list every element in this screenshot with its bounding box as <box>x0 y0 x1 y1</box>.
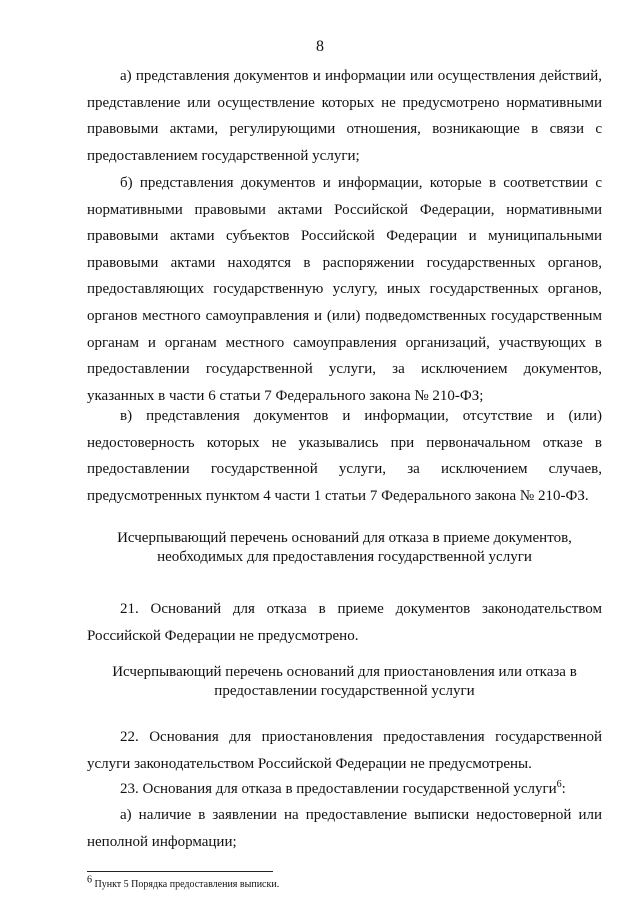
paragraph-a: а) представления документов и информации или осуществления действий, представление или осуществление которых не предусмотрено нормативными правовыми актами, регулирующими отношения, возникающие в связи с предоставлением государственной услуги; <box>87 68 602 164</box>
paragraph-23 <box>87 776 602 803</box>
section-heading-refusal-acceptance: Исчерпывающий перечень оснований для отказа в приеме документов, необходимых для предоставления государственной услуги <box>117 530 572 565</box>
page-number: 8 <box>316 38 324 55</box>
footnote <box>87 874 280 891</box>
footnote-reference: 6 <box>556 779 562 790</box>
paragraph-b: б) представления документов и информации, которые в соответствии с нормативными правовыми актами Российской Федерации, нормативными правовыми актами субъектов Российской Федерации и муниципальными правовыми актами находятся в распоряжении государственных органов, предоставляющих государственную услугу, иных государственных органов, органов местного самоуправления и (или) подведомственных государственным органам и органам местного самоуправления организаций, участвующих в предоставлении государственной услуги, за исключением документов, указанных в части 6 статьи 7 Федерального закона № 210-ФЗ; <box>87 175 602 404</box>
section-heading-suspension-refusal: Исчерпывающий перечень оснований для приостановления или отказа в предоставлении государственной услуги <box>112 664 577 699</box>
footnote-text: Пункт 5 Порядка предоставления выписки. <box>92 879 280 890</box>
paragraph-v: в) представления документов и информации, отсутствие и (или) недостоверность которых не указывались при первоначальном отказе в предоставлении государственной услуги, за исключением случаев, предусмотренных пунктом 4 части 1 статьи 7 Федерального закона № 210-ФЗ. <box>87 408 602 504</box>
paragraph-23-colon: : <box>561 781 566 797</box>
footnote-divider <box>87 871 273 872</box>
paragraph-23-text: 23. Основания для отказа в предоставлении государственной услуги <box>120 781 557 797</box>
paragraph-23a: а) наличие в заявлении на предоставление выписки недостоверной или неполной информации; <box>87 807 602 850</box>
paragraph-22: 22. Основания для приостановления предоставления государственной услуги законодательством Российской Федерации не предусмотрены. <box>87 729 602 772</box>
footnote-marker: 6 <box>87 874 92 886</box>
paragraph-21: 21. Оснований для отказа в приеме документов законодательством Российской Федерации не предусмотрено. <box>87 601 602 644</box>
